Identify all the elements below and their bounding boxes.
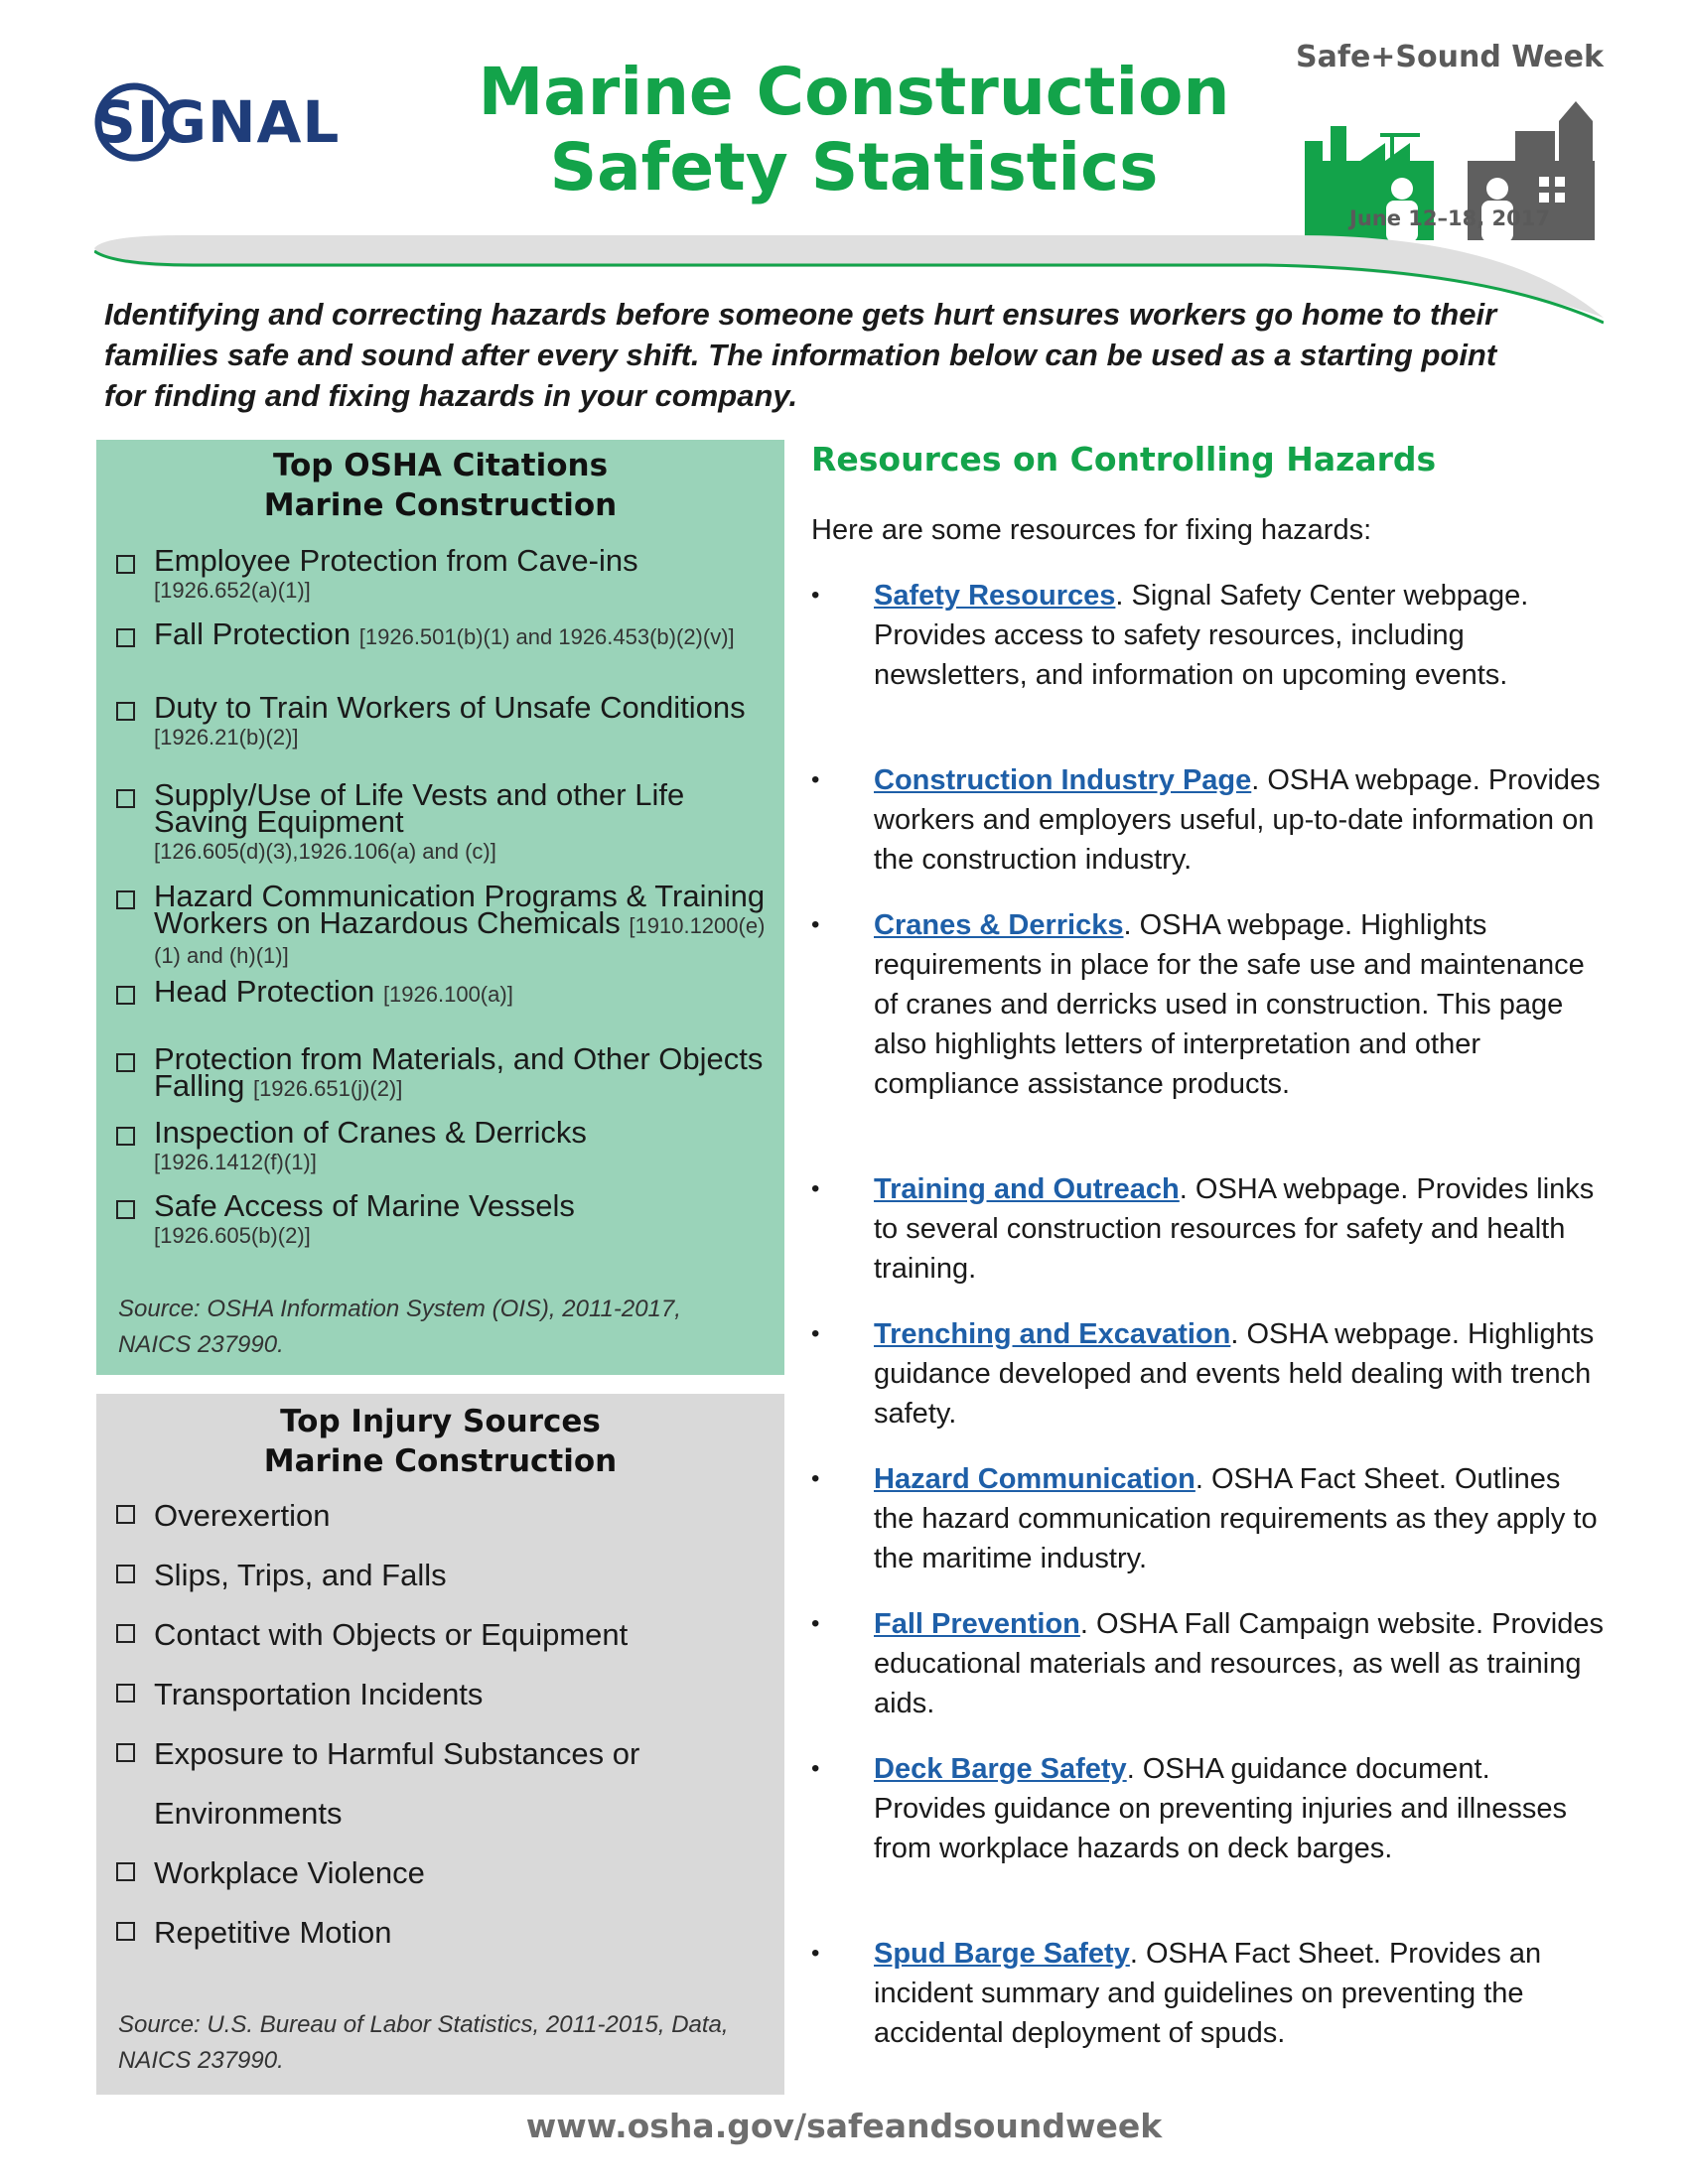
injury-text: Transportation Incidents — [154, 1677, 484, 1711]
page-title — [417, 55, 1291, 205]
logo-text: SIGNAL — [94, 88, 341, 156]
injury-item — [116, 1852, 772, 1896]
resource-item — [811, 1459, 1606, 1578]
citation-text: Employee Protection from Cave-ins — [154, 543, 638, 578]
injuries-source: Source: U.S. Bureau of Labor Statistics, 2011-2015, Data, NAICS 237990. — [118, 2011, 729, 2074]
deck-barge-safety-link[interactable]: Deck Barge Safety — [874, 1753, 1127, 1785]
resource-description: . OSHA webpage. Highlights guidance developed and events held dealing with trench safety. — [874, 1318, 1595, 1430]
resource-item — [811, 905, 1606, 1104]
checkbox-icon — [116, 789, 135, 808]
injury-text: Contact with Objects or Equipment — [154, 1617, 629, 1652]
resource-description: . OSHA Fact Sheet. Provides an incident summary and guidelines on preventing the accidental deployment of spuds. — [874, 1938, 1542, 2049]
citation-item — [116, 1041, 772, 1103]
citation-text: Safe Access of Marine Vessels — [154, 1188, 575, 1223]
citations-title-line-2: Marine Construction — [263, 487, 618, 523]
resources-intro: Here are some resources for fixing hazards: — [811, 514, 1372, 546]
citation-item — [116, 543, 772, 604]
injury-text: Repetitive Motion — [154, 1915, 392, 1950]
citation-text: Supply/Use of Life Vests and other Life Saving Equipment — [154, 777, 685, 839]
citation-text: Hazard Communication Programs & Training Workers on Hazardous Chemicals — [154, 879, 766, 940]
injury-text: Workplace Violence — [154, 1855, 425, 1890]
citation-code: [1926.100(a)] — [382, 982, 513, 1007]
badge-dates: June 12–18, 2017 — [1349, 206, 1550, 230]
training-outreach-link[interactable]: Training and Outreach — [874, 1173, 1180, 1205]
safe-sound-week-badge — [1291, 40, 1609, 238]
citation-code: [1926.651(j)(2)] — [252, 1076, 403, 1101]
checkbox-icon — [116, 1743, 135, 1762]
injury-item — [116, 1674, 772, 1717]
resource-item — [811, 1169, 1606, 1289]
resources-heading: Resources on Controlling Hazards — [811, 440, 1437, 478]
hazard-communication-link[interactable]: Hazard Communication — [874, 1463, 1196, 1495]
citations-title — [96, 446, 784, 525]
title-line-2: Safety Statistics — [549, 129, 1159, 205]
checkbox-icon — [116, 702, 135, 721]
citation-code: [126.605(d)(3),1926.106(a) and (c)] — [154, 839, 496, 864]
construction-industry-page-link[interactable]: Construction Industry Page — [874, 764, 1252, 796]
citation-text: Head Protection — [154, 974, 375, 1009]
checkbox-icon — [116, 1200, 135, 1219]
checkbox-icon — [116, 1684, 135, 1703]
citation-code: [1926.501(b)(1) and 1926.453(b)(2)(v)] — [358, 624, 735, 649]
fall-prevention-link[interactable]: Fall Prevention — [874, 1608, 1080, 1640]
resource-item — [811, 1749, 1606, 1868]
checkbox-icon — [116, 628, 135, 647]
checkbox-icon — [116, 890, 135, 909]
citation-item — [116, 1115, 772, 1175]
checkbox-icon — [116, 986, 135, 1005]
resource-description: . OSHA Fall Campaign website. Provides educational materials and resources, as well as training aids. — [874, 1608, 1604, 1719]
bullet-icon: • — [811, 1610, 820, 1637]
bullet-icon: • — [811, 1940, 820, 1967]
bullet-icon: • — [811, 1320, 820, 1347]
citation-item — [116, 1188, 772, 1249]
resource-item — [811, 1314, 1606, 1433]
checkbox-icon — [116, 1127, 135, 1146]
citation-text: Protection from Materials, and Other Objects Falling — [154, 1041, 764, 1103]
citation-item — [116, 616, 772, 651]
citation-item — [116, 777, 772, 865]
injuries-title — [96, 1402, 784, 1481]
injury-item — [116, 1495, 772, 1539]
resource-description: . OSHA webpage. Provides links to several construction resources for safety and health training. — [874, 1173, 1595, 1285]
checkbox-icon — [116, 1565, 135, 1583]
citation-item — [116, 974, 772, 1009]
bullet-icon: • — [811, 766, 820, 793]
bullet-icon: • — [811, 1465, 820, 1492]
injury-item-continuation — [116, 1793, 772, 1837]
injury-text: Overexertion — [154, 1498, 331, 1533]
safety-resources-link[interactable]: Safety Resources — [874, 580, 1116, 612]
citation-text: Duty to Train Workers of Unsafe Conditions — [154, 690, 746, 725]
bullet-icon: • — [811, 1755, 820, 1782]
injury-text: Slips, Trips, and Falls — [154, 1558, 447, 1592]
citation-code: [1926.1412(f)(1)] — [154, 1150, 317, 1174]
signal-logo — [94, 81, 392, 163]
citations-source: Source: OSHA Information System (OIS), 2011-2017, NAICS 237990. — [118, 1296, 681, 1358]
resource-item — [811, 1934, 1606, 2053]
checkbox-icon — [116, 1053, 135, 1072]
bullet-icon: • — [811, 1175, 820, 1202]
injury-item — [116, 1733, 772, 1777]
injury-text: Environments — [154, 1796, 343, 1831]
citation-code: [1926.21(b)(2)] — [154, 725, 299, 750]
checkbox-icon — [116, 1862, 135, 1881]
resource-item — [811, 760, 1606, 880]
top-citations-box — [96, 440, 784, 1375]
checkbox-icon — [116, 1505, 135, 1524]
checkbox-icon — [116, 555, 135, 574]
citation-code: [1926.652(a)(1)] — [154, 578, 311, 603]
resource-description: . OSHA guidance document. Provides guidance on preventing injuries and illnesses from workplace hazards on deck barges. — [874, 1753, 1568, 1864]
bullet-icon: • — [811, 911, 820, 938]
citation-text: Fall Protection — [154, 616, 352, 651]
checkbox-icon — [116, 1922, 135, 1941]
citation-text: Inspection of Cranes & Derricks — [154, 1115, 587, 1150]
citation-item — [116, 690, 772, 751]
footer-url: www.osha.gov/safeandsoundweek — [525, 2107, 1163, 2145]
resource-item — [811, 576, 1606, 695]
citation-code: [1926.605(b)(2)] — [154, 1223, 311, 1248]
badge-title: Safe+Sound Week — [1296, 40, 1604, 74]
injury-text: Exposure to Harmful Substances or — [154, 1736, 640, 1771]
citations-title-line-1: Top OSHA Citations — [272, 448, 609, 483]
spud-barge-safety-link[interactable]: Spud Barge Safety — [874, 1938, 1130, 1970]
resource-description: . OSHA webpage. Highlights requirements in place for the safe use and maintenance of cranes and derricks used in construction. This page also highlights letters of interpretation and other compliance assistance products. — [874, 909, 1585, 1100]
injury-item — [116, 1912, 772, 1956]
citation-code: [1910.1200(e)(1) and (h)(1)] — [154, 913, 766, 968]
checkbox-icon — [116, 1624, 135, 1643]
intro-paragraph: Identifying and correcting hazards before someone gets hurt ensures workers go home to their families safe and sound after every shift. The information below can be used as a starting point for finding and fixing hazards in your company. — [104, 297, 1497, 413]
resource-description: . OSHA Fact Sheet. Outlines the hazard communication requirements as they apply to the maritime industry. — [874, 1463, 1598, 1574]
injuries-title-line-1: Top Injury Sources — [280, 1404, 601, 1439]
bullet-icon: • — [811, 582, 820, 609]
citation-item — [116, 879, 772, 969]
injury-item — [116, 1614, 772, 1658]
resource-description: . Signal Safety Center webpage. Provides access to safety resources, including newsletters, and information on upcoming events. — [874, 580, 1529, 691]
injury-item — [116, 1555, 772, 1598]
resource-description: . OSHA webpage. Provides workers and employers useful, up-to-date information on the construction industry. — [874, 764, 1601, 876]
trenching-excavation-link[interactable]: Trenching and Excavation — [874, 1318, 1231, 1350]
cranes-derricks-link[interactable]: Cranes & Derricks — [874, 909, 1124, 941]
title-line-1: Marine Construction — [478, 54, 1230, 130]
resource-item — [811, 1604, 1606, 1723]
injuries-title-line-2: Marine Construction — [263, 1443, 618, 1479]
top-injury-sources-box — [96, 1394, 784, 2095]
